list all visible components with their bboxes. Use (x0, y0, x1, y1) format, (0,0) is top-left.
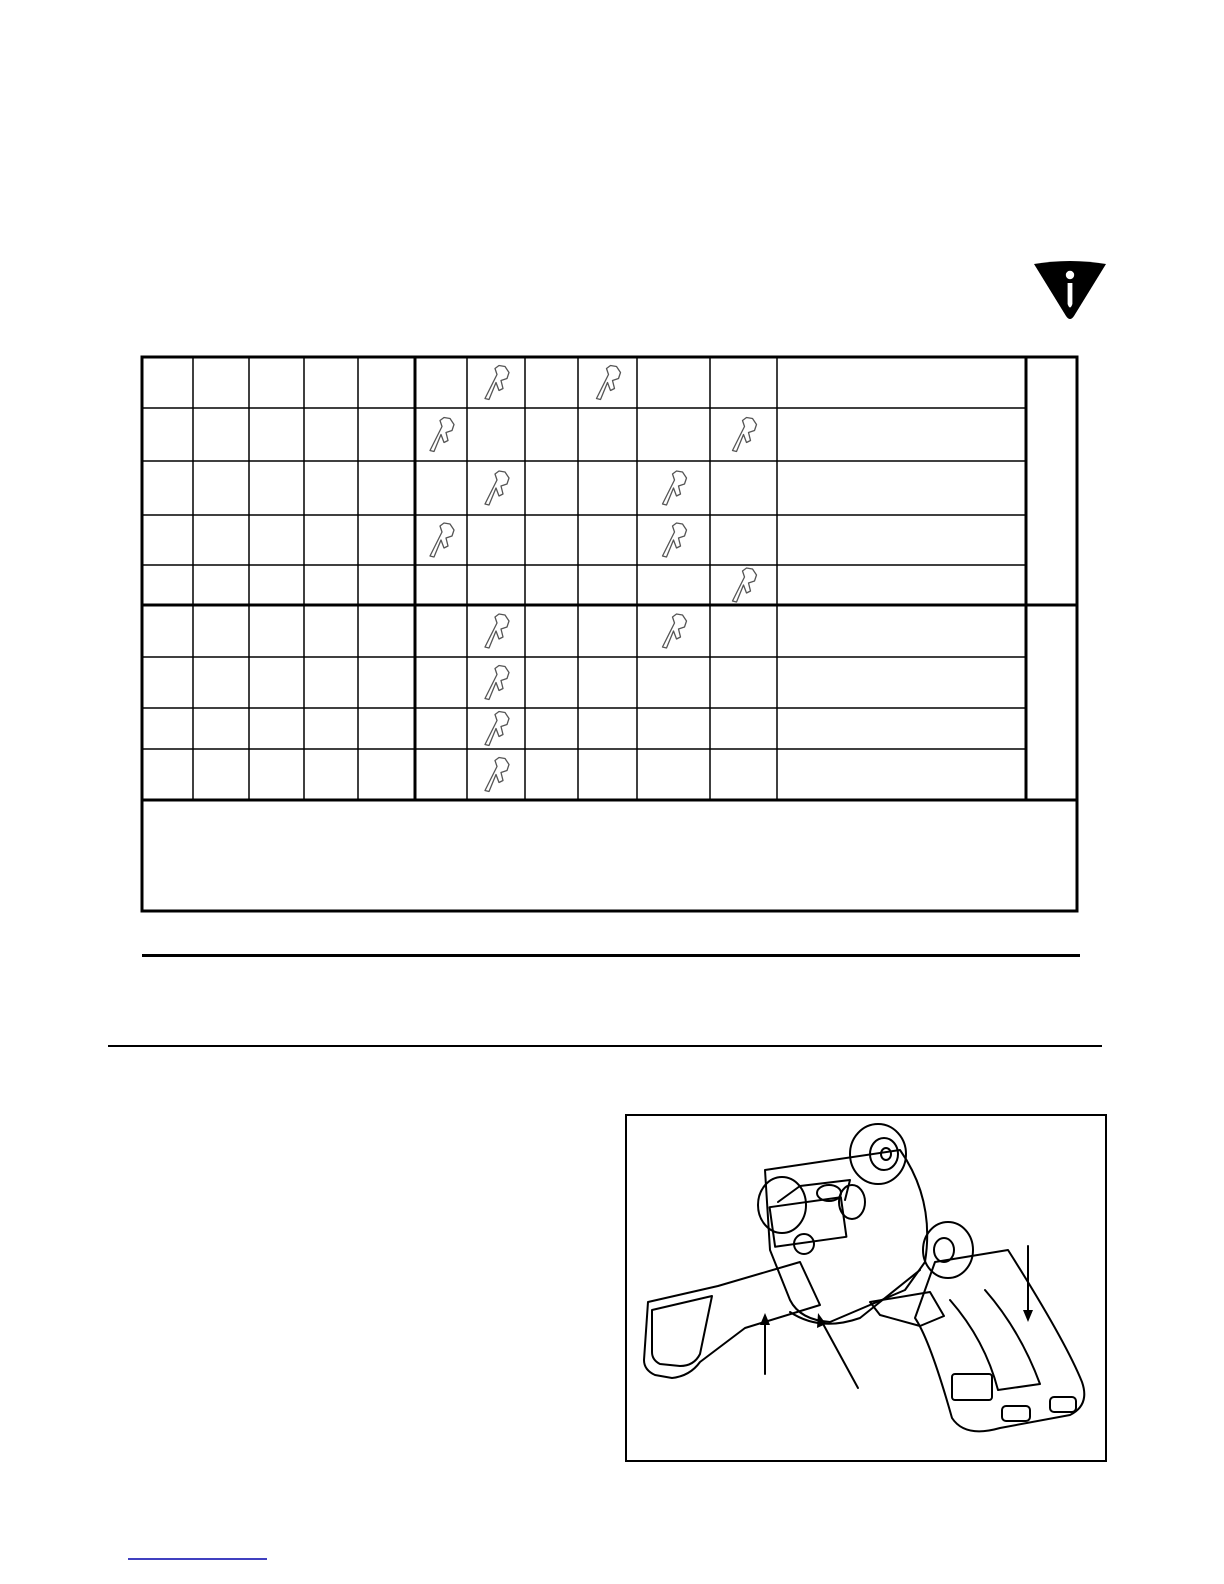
callout-arrow-center (822, 1322, 858, 1388)
footer-rule (128, 1558, 267, 1560)
wheel-right (923, 1222, 973, 1278)
left-arm (644, 1262, 820, 1378)
